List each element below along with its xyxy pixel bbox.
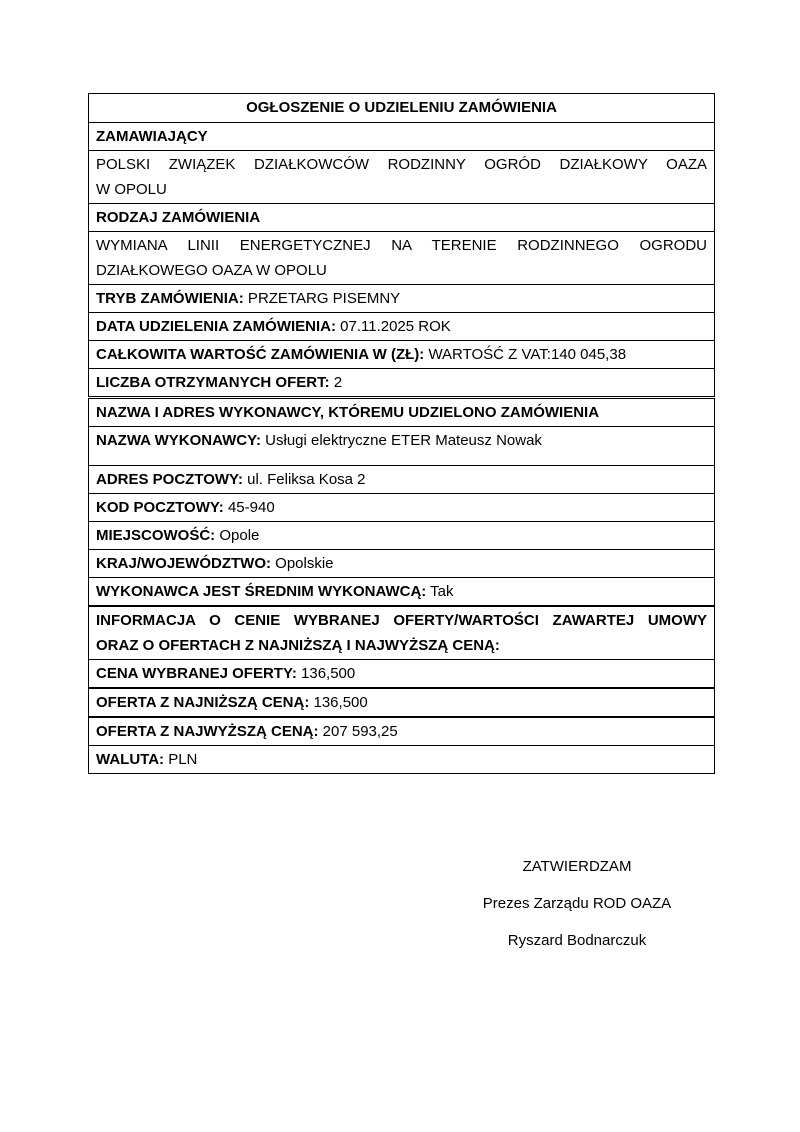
- row-value: 45-940: [223, 499, 275, 516]
- row-label: CENA WYBRANEJ OFERTY:: [96, 665, 297, 682]
- row-label: NAZWA WYKONAWCY:: [96, 432, 261, 449]
- row-label: MIEJSCOWOŚĆ:: [96, 527, 216, 544]
- row-label: OFERTA Z NAJNIŻSZĄ CENĄ:: [96, 694, 310, 711]
- row-value: 207 593,25: [318, 723, 398, 740]
- table-row: [88, 606, 715, 660]
- row-value: 07.11.2025 ROK: [335, 318, 451, 335]
- signature-line-role: Prezes Zarządu ROD OAZA: [482, 895, 672, 912]
- table-row: [88, 368, 715, 397]
- row-text-line: DZIAŁKOWEGO OAZA W OPOLU: [96, 262, 327, 279]
- row-text-line: W OPOLU: [96, 181, 167, 198]
- table-row: [88, 688, 715, 717]
- table-row: [88, 150, 715, 204]
- signature-line-name: Ryszard Bodnarczuk: [507, 932, 647, 949]
- signature-block: [352, 848, 800, 959]
- notice-title: OGŁOSZENIE O UDZIELENIU ZAMÓWIENIA: [88, 93, 715, 123]
- row-value: Opolskie: [270, 555, 334, 572]
- row-text-line: POLSKI ZWIĄZEK DZIAŁKOWCÓW RODZINNY OGRÓD DZIAŁKOWY OAZA: [96, 156, 707, 173]
- table-row: [88, 549, 715, 578]
- table-row: [88, 493, 715, 522]
- row-value: PLN: [164, 751, 198, 768]
- table-row: NAZWA I ADRES WYKONAWCY, KTÓREMU UDZIELONO ZAMÓWIENIA: [88, 398, 715, 427]
- table-row: [88, 284, 715, 313]
- row-label: LICZBA OTRZYMANYCH OFERT:: [96, 374, 330, 391]
- row-value: Tak: [426, 583, 454, 600]
- table-row: [88, 745, 715, 774]
- table-row: [88, 312, 715, 341]
- table-row: [88, 231, 715, 285]
- table-row: [88, 340, 715, 369]
- row-value: Opole: [215, 527, 260, 544]
- signature-line-approval: ZATWIERDZAM: [522, 858, 632, 875]
- table-row: [88, 717, 715, 746]
- table-row: [88, 465, 715, 494]
- row-label: WYKONAWCA JEST ŚREDNIM WYKONAWCĄ:: [96, 583, 427, 600]
- row-value: Usługi elektryczne ETER Mateusz Nowak: [260, 432, 542, 449]
- table-row: [88, 426, 715, 466]
- row-text-line: ORAZ O OFERTACH Z NAJNIŻSZĄ I NAJWYŻSZĄ CENĄ:: [96, 637, 500, 654]
- row-label: CAŁKOWITA WARTOŚĆ ZAMÓWIENIA W (ZŁ):: [96, 346, 425, 363]
- row-text-line: INFORMACJA O CENIE WYBRANEJ OFERTY/WARTOŚCI ZAWARTEJ UMOWY: [96, 612, 707, 629]
- notice-table: [88, 93, 715, 774]
- row-label: KRAJ/WOJEWÓDZTWO:: [96, 555, 271, 572]
- row-label: OFERTA Z NAJWYŻSZĄ CENĄ:: [96, 723, 319, 740]
- table-row: [88, 521, 715, 550]
- row-label: ADRES POCZTOWY:: [96, 471, 243, 488]
- row-value: 136,500: [296, 665, 356, 682]
- row-value: ul. Feliksa Kosa 2: [242, 471, 366, 488]
- row-value: WARTOŚĆ Z VAT:140 045,38: [424, 346, 627, 363]
- row-label: TRYB ZAMÓWIENIA:: [96, 290, 244, 307]
- table-row: ZAMAWIAJĄCY: [88, 122, 715, 151]
- table-row: [88, 659, 715, 688]
- row-text-line: WYMIANA LINII ENERGETYCZNEJ NA TERENIE RODZINNEGO OGRODU: [96, 237, 707, 254]
- row-value: 2: [329, 374, 343, 391]
- table-row: RODZAJ ZAMÓWIENIA: [88, 203, 715, 232]
- row-value: PRZETARG PISEMNY: [243, 290, 401, 307]
- table-row: [88, 577, 715, 606]
- row-label: DATA UDZIELENIA ZAMÓWIENIA:: [96, 318, 336, 335]
- row-label: WALUTA:: [96, 751, 165, 768]
- row-value: 136,500: [309, 694, 368, 711]
- row-label: KOD POCZTOWY:: [96, 499, 224, 516]
